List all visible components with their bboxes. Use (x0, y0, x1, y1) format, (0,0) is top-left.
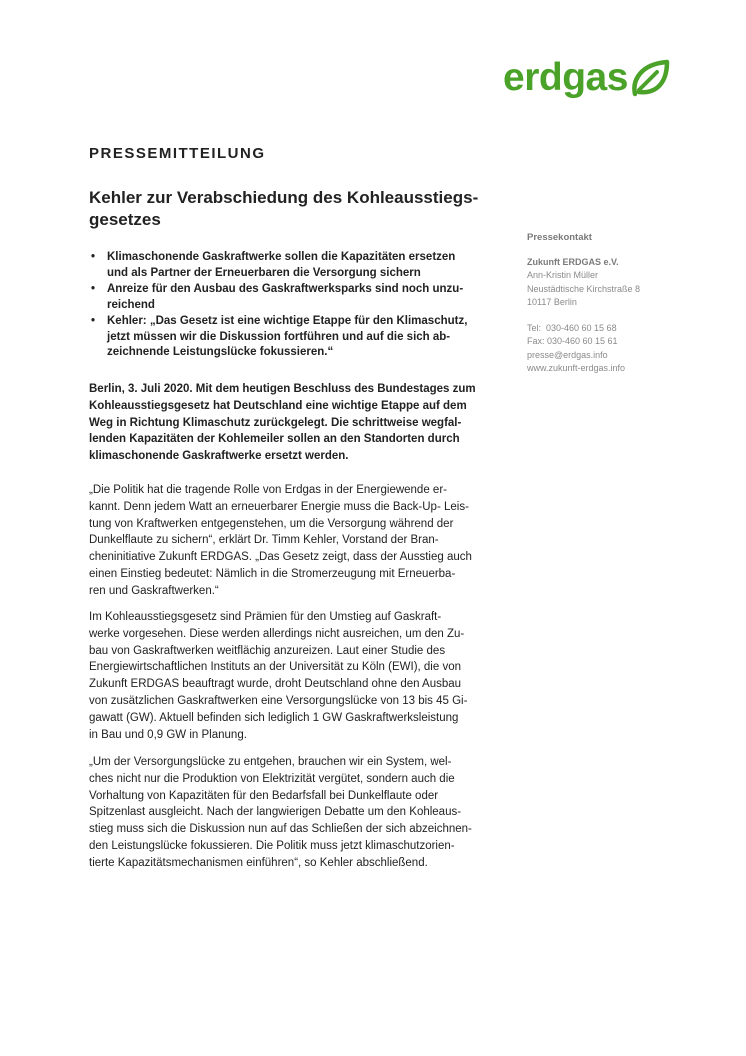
key-points-list (89, 250, 509, 361)
text-line: Vorhaltung von Kapazitäten für den Bedarfsfall bei Dunkelflaute oder (89, 789, 439, 802)
text-line: lenden Kapazitäten der Kohlemeiler sollen an den Standorten durch (89, 433, 460, 446)
email-link[interactable]: presse@erdgas.info (527, 349, 608, 360)
text-line: einen Einstieg bedeutet: Nämlich in die Stromerzeugung mit Erneuerba- (89, 567, 456, 580)
text-line: von zusätzlichen Gaskraftwerken eine Versorgungslücke von 13 bis 45 Gi- (89, 694, 468, 707)
text-line: Energiewirtschaftlichen Instituts an der Universität zu Köln (EWI), die von (89, 661, 461, 674)
fax-number: Fax: 030-460 60 15 61 (527, 336, 618, 347)
bullet-icon: • (91, 282, 96, 295)
logo-wordmark: erdgas (503, 56, 628, 99)
text-line: „Um der Versorgungslücke zu entgehen, brauchen wir ein System, wel- (89, 756, 452, 768)
text-line: bau von Gaskraftwerken weitflächig anzureizen. Laut einer Studie des (89, 644, 446, 657)
text-line: tierte Kapazitätsmechanismen einführen“, so Kehler abschließend. (89, 856, 428, 869)
bullet-icon: • (91, 251, 96, 263)
text-line: den Leistungslücke fokussieren. Die Politik muss jetzt klimaschutzorien- (89, 839, 455, 852)
text-line: Kohleausstiegsgesetz hat Deutschland eine wichtige Etappe auf dem (89, 399, 467, 412)
text-line: Spitzenlast ausgleicht. Nach der langwierigen Debatte um den Kohleaus- (89, 806, 462, 819)
text-line: werke vorgesehen. Diese werden allerdings nicht ausreichen, um den Zu- (89, 627, 465, 640)
bullet-line: und als Partner der Erneuerbaren die Versorgung sichern (107, 266, 421, 279)
bullet-line: Anreize für den Ausbau des Gaskraftwerksparks sind noch unzu- (107, 282, 464, 295)
bullet-line: jetzt müssen wir die Diskussion fortführen und auf die sich ab- (107, 330, 451, 343)
bullet-line: Klimaschonende Gaskraftwerke sollen die Kapazitäten ersetzen (107, 251, 456, 263)
document-kicker: PRESSEMITTEILUNG (89, 145, 266, 162)
press-contact-address (527, 256, 697, 309)
press-contact-details (527, 322, 697, 375)
text-line: Zukunft ERDGAS beauftragt wurde, droht Deutschland ohne den Ausbau (89, 678, 462, 691)
postal-city: 10117 Berlin (527, 296, 577, 307)
text-line: Weg in Richtung Klimaschutz zurückgelegt. Die schrittweise wegfal- (89, 416, 462, 429)
text-line: klimaschonende Gaskraftwerke ersetzt werden. (89, 450, 349, 463)
text-line: gawatt (GW). Aktuell befinden sich lediglich 1 GW Gaskraftwerksleistung (89, 711, 459, 724)
text-line: cheninitiative Zukunft ERDGAS. „Das Gesetz zeigt, dass der Ausstieg auch (89, 551, 472, 564)
headline-line: gesetzes (89, 210, 161, 229)
body-paragraph-1 (89, 482, 509, 600)
website-link[interactable]: www.zukunft-erdgas.info (527, 362, 626, 373)
list-item (89, 314, 509, 361)
body-paragraph-2 (89, 609, 509, 743)
bullet-line: zeichnende Leistungslücke fokussieren.“ (107, 346, 334, 359)
text-line: tung von Kraftwerken entgegenstehen, um die Versorgung während der (89, 517, 454, 530)
contact-person: Ann-Kristin Müller (527, 270, 599, 281)
street-address: Neustädtische Kirchstraße 8 (527, 283, 641, 294)
lead-paragraph (89, 381, 509, 465)
organization-name: Zukunft ERDGAS e.V. (527, 257, 619, 267)
bullet-icon: • (91, 314, 96, 327)
erdgas-logo (503, 55, 673, 101)
list-item (89, 250, 509, 281)
bullet-line: Kehler: „Das Gesetz ist eine wichtige Etappe für den Klimaschutz, (107, 314, 468, 327)
body-paragraph-3 (89, 754, 509, 872)
text-line: Dunkelflaute zu sichern“, erklärt Dr. Timm Kehler, Vorstand der Bran- (89, 534, 439, 547)
text-line: ren und Gaskraftwerken.“ (89, 584, 219, 597)
headline-line: Kehler zur Verabschiedung des Kohleausstiegs- (89, 188, 479, 207)
bullet-line: reichend (107, 298, 155, 311)
text-line: ches nicht nur die Produktion von Elektrizität vergütet, sondern auch die (89, 772, 455, 785)
leaf-icon (629, 58, 671, 98)
phone-number: Tel: 030-460 60 15 68 (527, 323, 617, 333)
text-line: Im Kohleausstiegsgesetz sind Prämien für den Umstieg auf Gaskraft- (89, 611, 442, 623)
text-line: in Bau und 0,9 GW in Planung. (89, 728, 247, 741)
list-item (89, 282, 509, 313)
text-line: Berlin, 3. Juli 2020. Mit dem heutigen Beschluss des Bundestages zum (89, 383, 476, 395)
headline (89, 187, 509, 231)
text-line: stieg muss sich die Diskussion nun auf das Schließen der sich abzeichnen- (89, 823, 472, 836)
text-line: kannt. Denn jedem Watt an erneuerbarer Energie muss die Back-Up- Leis- (89, 500, 469, 513)
text-line: „Die Politik hat die tragende Rolle von Erdgas in der Energiewende er- (89, 484, 447, 496)
press-contact-heading: Pressekontakt (527, 232, 592, 243)
